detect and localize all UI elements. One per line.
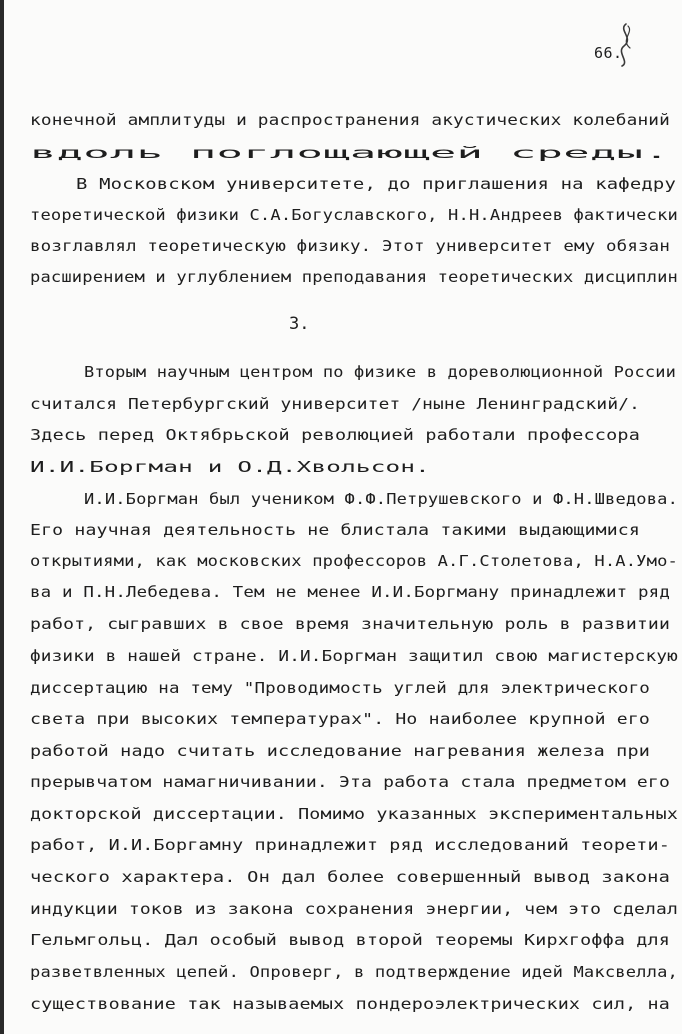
text-line: света при высоких температурах". Но наиболее крупной его <box>30 710 650 728</box>
text-line: вдоль поглощающей среды. <box>30 144 670 162</box>
text-line: И.И.Боргман и О.Д.Хвольсон. <box>30 458 430 476</box>
text-line: Здесь перед Октябрьской революцией работали профессора <box>30 426 640 444</box>
text-line: ческого характера. Он дал более совершенный вывод закона <box>30 868 670 886</box>
text-line: работ, сыгравших в свое время значительную роль в развитии <box>30 615 670 633</box>
text-line: докторской диссертации. Помимо указанных экспериментальных <box>30 805 678 823</box>
text-line: расширением и углублением преподавания теоретических дисциплин <box>30 268 678 286</box>
scan-left-edge <box>0 0 4 1034</box>
section-number: 3. <box>289 314 310 334</box>
text-line: работ, И.И.Боргамну принадлежит ряд исследований теорети- <box>30 836 670 854</box>
text-line: существование так называемых пондероэлектрических сил, на <box>30 995 670 1013</box>
text-line: индукции токов из закона сохранения энергии, чем это сделал <box>30 900 678 918</box>
text-line: Гельмгольц. Дал особый вывод второй теоремы Кирхгоффа для <box>30 931 670 949</box>
text-line: Его научная деятельность не блистала такими выдающимися <box>30 521 640 539</box>
text-line: считался Петербургский университет /ныне Ленинградский/. <box>30 395 640 413</box>
text-line: открытиями, как московских профессоров А.Г.Столетова, Н.А.Умо- <box>30 552 678 570</box>
text-line: теоретической физики С.А.Богуславского, Н.Н.Андреев фактически <box>30 206 678 224</box>
text-line: Вторым научным центром по физике в дореволюционной России <box>84 363 676 381</box>
text-line: ва и П.Н.Лебедева. Тем не менее И.И.Боргману принадлежит ряд <box>30 583 670 601</box>
handwritten-page-mark <box>614 22 640 68</box>
text-line: разветвленных цепей. Опроверг, в подтверждение идей Максвелла, <box>30 963 678 981</box>
text-line: работой надо считать исследование нагревания железа при <box>30 742 650 760</box>
text-line: возглавлял теоретическую физику. Этот университет ему обязан <box>30 237 670 255</box>
text-line: прерывчатом намагничивании. Эта работа стала предметом его <box>30 773 670 791</box>
text-line: диссертацию на тему "Проводимость углей для электрического <box>30 679 650 697</box>
text-line: В Московском университете, до приглашения на кафедру <box>76 175 676 193</box>
text-line: И.И.Боргман был учеником Ф.Ф.Петрушевского и Ф.Н.Шведова. <box>84 490 678 508</box>
text-line: конечной амплитуды и распространения акустических колебаний <box>30 111 670 129</box>
text-line: физики в нашей стране. И.И.Боргман защитил свою магистерскую <box>30 647 678 665</box>
page-number: 66. <box>594 44 623 62</box>
